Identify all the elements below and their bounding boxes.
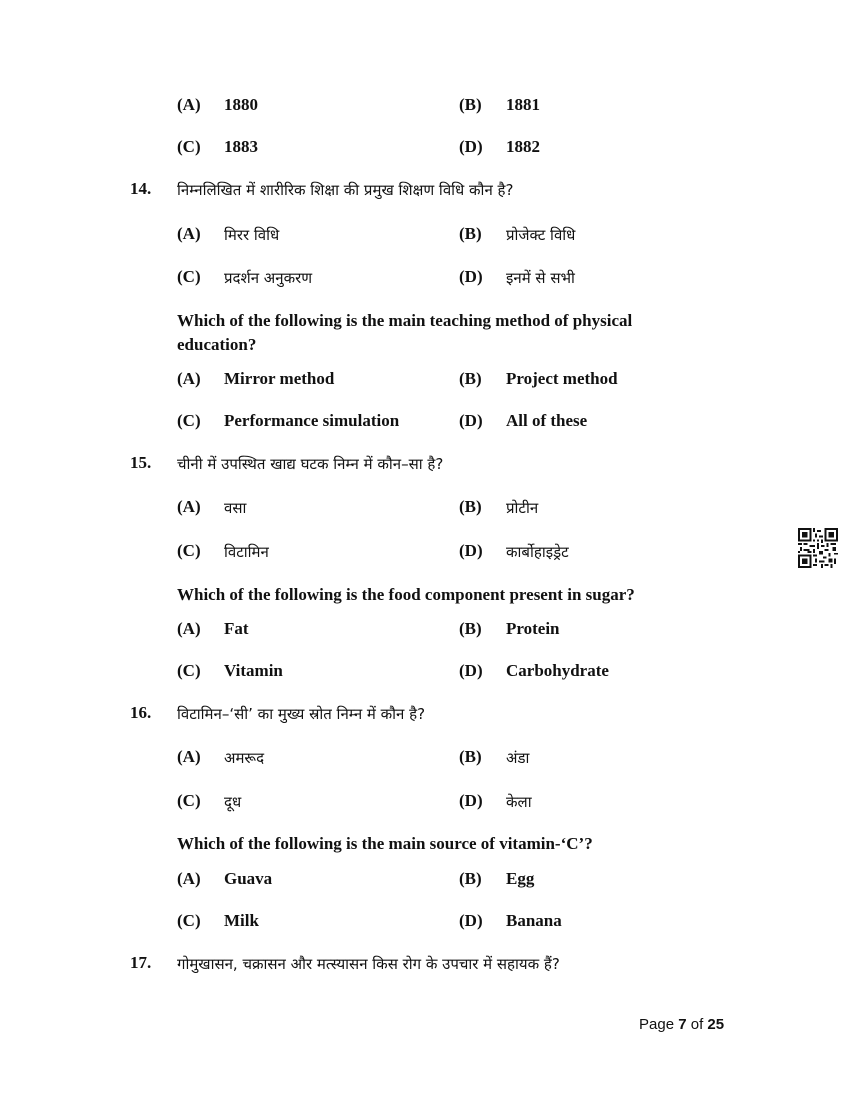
option-text: Carbohydrate <box>506 661 609 680</box>
option-text: वसा <box>224 499 247 517</box>
option-text: 1883 <box>224 137 258 156</box>
option-text: कार्बोहाइड्रेट <box>506 543 569 561</box>
option-label: (B) <box>459 619 482 638</box>
option-text: केला <box>506 793 532 811</box>
option-label: (A) <box>177 497 201 516</box>
option-text: अंडा <box>506 749 530 767</box>
option-label: (C) <box>177 661 201 680</box>
question-text-english: Which of the following is the food component present in sugar? <box>177 585 635 604</box>
option-text: Vitamin <box>224 661 283 680</box>
option-label: (D) <box>459 267 483 286</box>
option-text: Banana <box>506 911 562 930</box>
option-label: (C) <box>177 411 201 430</box>
option-label: (C) <box>177 267 201 286</box>
question-number: 16. <box>130 703 152 722</box>
option-text: Fat <box>224 619 249 638</box>
option-label: (D) <box>459 661 483 680</box>
option-label: (D) <box>459 541 483 560</box>
option-text: Mirror method <box>224 369 335 388</box>
option-text: All of these <box>506 411 588 430</box>
question-number: 14. <box>130 179 152 198</box>
option-text: प्रदर्शन अनुकरण <box>224 269 313 287</box>
option-label: (B) <box>459 747 482 766</box>
qr-code-icon <box>798 528 838 568</box>
option-label: (D) <box>459 791 483 810</box>
option-label: (A) <box>177 224 201 243</box>
option-text: Performance simulation <box>224 411 400 430</box>
question-text-hindi: गोमुखासन, चक्रासन और मत्स्यासन किस रोग के उपचार में सहायक हैं? <box>177 955 560 973</box>
option-text: Project method <box>506 369 618 388</box>
question-text-english-cont: education? <box>177 335 257 354</box>
option-label: (B) <box>459 369 482 388</box>
option-label: (C) <box>177 911 201 930</box>
question-number: 17. <box>130 953 152 972</box>
page-indicator <box>639 1016 724 1033</box>
option-text: 1881 <box>506 95 540 114</box>
option-text: 1880 <box>224 95 258 114</box>
total-pages-number: 25 <box>707 1016 725 1033</box>
option-label: (C) <box>177 137 201 156</box>
question-text-english: Which of the following is the main teaching method of physical <box>177 311 633 330</box>
option-label: (A) <box>177 747 201 766</box>
option-text: मिरर विधि <box>224 226 280 244</box>
option-text: Milk <box>224 911 259 930</box>
option-text: इनमें से सभी <box>506 269 575 287</box>
option-text: प्रोजेक्ट विधि <box>506 226 576 244</box>
option-label: (C) <box>177 541 201 560</box>
option-text: अमरूद <box>224 749 265 767</box>
option-label: (B) <box>459 869 482 888</box>
option-label: (D) <box>459 137 483 156</box>
option-label: (D) <box>459 911 483 930</box>
option-text: Guava <box>224 869 273 888</box>
question-number: 15. <box>130 453 152 472</box>
option-label: (D) <box>459 411 483 430</box>
page-word: Page <box>639 1016 675 1033</box>
option-label: (A) <box>177 619 201 638</box>
option-text: 1882 <box>506 137 540 156</box>
option-label: (B) <box>459 95 482 114</box>
option-label: (C) <box>177 791 201 810</box>
option-label: (B) <box>459 497 482 516</box>
question-text-hindi: विटामिन–‘सी’ का मुख्य स्रोत निम्न में कौन है? <box>177 705 426 723</box>
option-text: प्रोटीन <box>506 499 539 517</box>
option-text: Egg <box>506 869 535 888</box>
option-label: (A) <box>177 95 201 114</box>
option-text: दूध <box>224 793 242 811</box>
current-page-number: 7 <box>678 1016 687 1033</box>
question-text-hindi: निम्नलिखित में शारीरिक शिक्षा की प्रमुख शिक्षण विधि कौन है? <box>177 181 514 199</box>
option-text: Protein <box>506 619 560 638</box>
option-label: (A) <box>177 369 201 388</box>
option-label: (B) <box>459 224 482 243</box>
option-text: विटामिन <box>224 543 269 561</box>
of-word: of <box>690 1016 704 1033</box>
question-text-english: Which of the following is the main source of vitamin-‘C’? <box>177 834 593 853</box>
option-label: (A) <box>177 869 201 888</box>
question-text-hindi: चीनी में उपस्थित खाद्य घटक निम्न में कौन–सा है? <box>177 455 444 473</box>
